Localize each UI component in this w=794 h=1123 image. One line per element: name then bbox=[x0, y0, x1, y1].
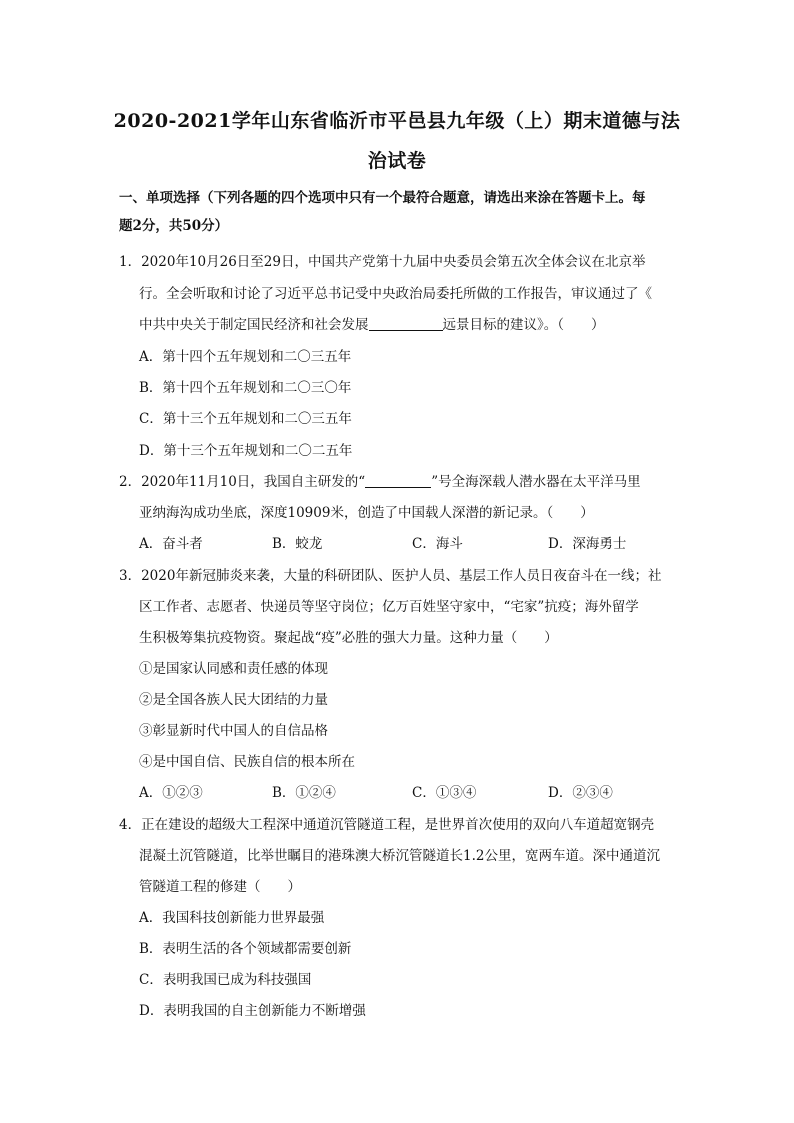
q3-stem-line3: 生积极筹集抗疫物资。聚起战“疫”必胜的强大力量。这种力量（ ） bbox=[139, 630, 558, 646]
q1-stem-line3 bbox=[139, 315, 605, 335]
q3-option-b: B．①②④ bbox=[272, 785, 336, 801]
q4-stem-line2: 混凝土沉管隧道，比举世瞩目的港珠澳大桥沉管隧道长1.2公里，宽两车道。深中通道沉 bbox=[139, 848, 660, 864]
q3-stem-line1: 3．2020年新冠肺炎来袭，大量的科研团队、医护人员、基层工作人员日夜奋斗在一线；社 bbox=[119, 568, 662, 584]
q1-option-d: D．第十三个五年规划和二〇二五年 bbox=[139, 443, 353, 459]
q1-stem-line3-post: 远景目标的建议》。（ ） bbox=[442, 317, 605, 333]
q1-option-b: B．第十四个五年规划和二〇三〇年 bbox=[139, 380, 352, 396]
q1-option-a: A．第十四个五年规划和二〇三五年 bbox=[139, 349, 352, 365]
q3-statement-3: ③彰显新时代中国人的自信品格 bbox=[139, 723, 328, 739]
q4-option-c: C．表明我国已成为科技强国 bbox=[139, 972, 312, 988]
exam-title-line2: 治试卷 bbox=[367, 150, 427, 172]
section-heading-line2: 题2分，共50分） bbox=[119, 218, 229, 234]
q3-option-d: D．②③④ bbox=[548, 785, 613, 801]
q4-option-d: D．表明我国的自主创新能力不断增强 bbox=[139, 1003, 366, 1019]
q3-statement-1: ①是国家认同感和责任感的体现 bbox=[139, 661, 328, 677]
q3-option-a: A．①②③ bbox=[139, 785, 203, 801]
q1-stem-line3-pre: 中共中央关于制定国民经济和社会发展 bbox=[139, 317, 369, 333]
q2-option-d: D．深海勇士 bbox=[548, 536, 627, 552]
q1-stem-line2: 行。全会听取和讨论了习近平总书记受中央政治局委托所做的工作报告，审议通过了《 bbox=[139, 286, 652, 302]
q1-stem-line1: 1．2020年10月26日至29日，中国共产党第十九届中央委员会第五次全体会议在北京举 bbox=[119, 254, 646, 270]
q2-option-b: B．蛟龙 bbox=[272, 536, 323, 552]
q2-answer-blank bbox=[365, 473, 431, 488]
q3-statement-2: ②是全国各族人民大团结的力量 bbox=[139, 692, 328, 708]
q2-option-a: A．奋斗者 bbox=[139, 536, 203, 552]
q3-stem-line2: 区工作者、志愿者、快递员等坚守岗位；亿万百姓坚守家中，“宅家”抗疫；海外留学 bbox=[139, 599, 639, 615]
q1-answer-blank bbox=[369, 316, 443, 331]
q4-stem-line1: 4．正在建设的超级大工程深中通道沉管隧道工程，是世界首次使用的双向八车道超宽钢壳 bbox=[119, 817, 655, 833]
exam-title-line1: 2020-2021学年山东省临沂市平邑县九年级（上）期末道德与法 bbox=[113, 110, 681, 132]
q3-statement-4: ④是中国自信、民族自信的根本所在 bbox=[139, 754, 355, 770]
q1-option-c: C．第十三个五年规划和二〇三五年 bbox=[139, 411, 352, 427]
q2-stem-line2: 亚纳海沟成功坐底，深度10909米，创造了中国载人深潜的新记录。（ ） bbox=[139, 505, 594, 521]
q2-option-c: C．海斗 bbox=[412, 536, 463, 552]
q4-stem-line3: 管隧道工程的修建（ ） bbox=[139, 879, 301, 895]
q2-stem-line1-pre: 2．2020年11月10日，我国自主研发的“ bbox=[119, 474, 366, 490]
q4-option-a: A．我国科技创新能力世界最强 bbox=[139, 910, 325, 926]
q2-stem-line1 bbox=[119, 472, 641, 492]
section-heading-line1: 一、单项选择（下列各题的四个选项中只有一个最符合题意，请选出来涂在答题卡上。每 bbox=[119, 190, 646, 206]
q3-option-c: C．①③④ bbox=[412, 785, 477, 801]
q4-option-b: B．表明生活的各个领域都需要创新 bbox=[139, 941, 352, 957]
q2-stem-line1-post: ”号全海深载人潜水器在太平洋马里 bbox=[431, 474, 641, 490]
